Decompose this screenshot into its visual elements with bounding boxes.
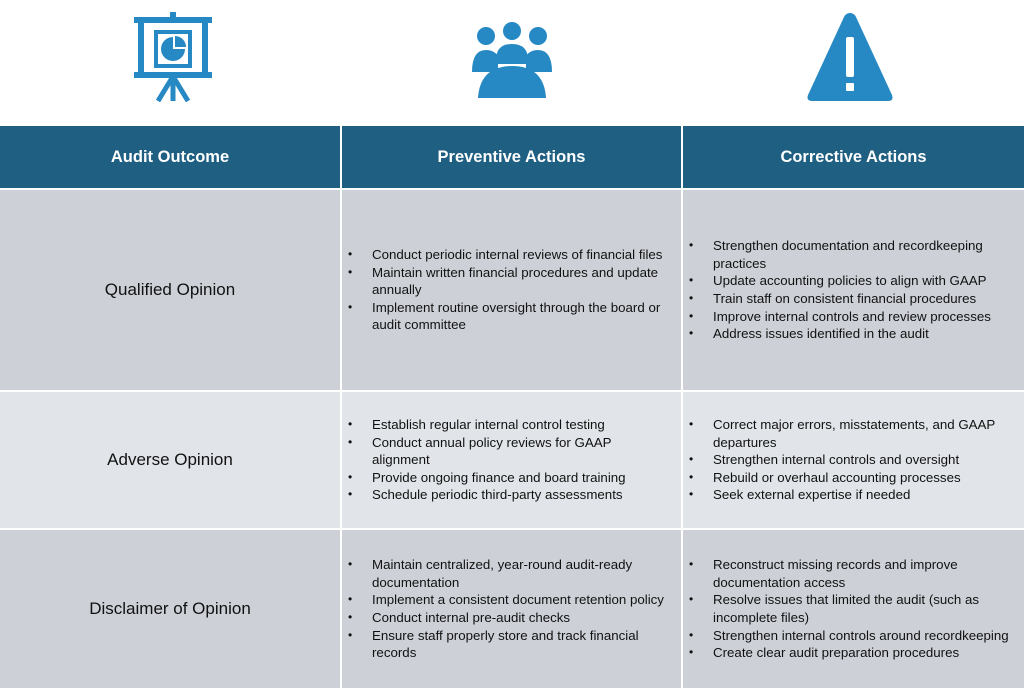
list-item: • Correct major errors, misstatements, and GAAP departures	[683, 416, 1012, 451]
presentation-chart-icon	[134, 12, 212, 102]
corrective-cell	[682, 529, 1024, 689]
list-item: • Seek external expertise if needed	[683, 486, 1012, 504]
preventive-cell	[341, 189, 682, 391]
table-row	[0, 189, 1024, 391]
list-item: • Conduct internal pre-audit checks	[342, 609, 669, 627]
icon-row	[0, 0, 1024, 126]
corrective-cell	[682, 189, 1024, 391]
list-item: • Rebuild or overhaul accounting processes	[683, 469, 1012, 487]
table-row	[0, 529, 1024, 689]
list-item: • Implement a consistent document retention policy	[342, 591, 669, 609]
outcome-cell: Qualified Opinion	[0, 189, 341, 391]
corrective-list	[683, 237, 1024, 343]
list-item: • Schedule periodic third-party assessments	[342, 486, 669, 504]
preventive-cell	[341, 391, 682, 529]
list-item: • Establish regular internal control testing	[342, 416, 669, 434]
preventive-list	[342, 556, 681, 662]
corrective-list	[683, 416, 1024, 504]
preventive-list	[342, 246, 681, 334]
list-item: • Strengthen internal controls around recordkeeping	[683, 627, 1012, 645]
outcome-cell: Adverse Opinion	[0, 391, 341, 529]
list-item: • Address issues identified in the audit	[683, 325, 1012, 343]
list-item: • Maintain centralized, year-round audit-ready documentation	[342, 556, 669, 591]
list-item: • Reconstruct missing records and improve documentation access	[683, 556, 1012, 591]
outcome-cell: Disclaimer of Opinion	[0, 529, 341, 689]
table-row	[0, 391, 1024, 529]
list-item: • Conduct periodic internal reviews of financial files	[342, 246, 669, 264]
list-item: • Provide ongoing finance and board training	[342, 469, 669, 487]
preventive-cell	[341, 529, 682, 689]
header-audit-outcome: Audit Outcome	[0, 126, 341, 189]
table-header-row	[0, 126, 1024, 189]
audit-actions-table	[0, 126, 1024, 690]
list-item: • Ensure staff properly store and track financial records	[342, 627, 669, 662]
header-corrective-actions: Corrective Actions	[682, 126, 1024, 189]
corrective-cell	[682, 391, 1024, 529]
list-item: • Update accounting policies to align with GAAP	[683, 272, 1012, 290]
list-item: • Implement routine oversight through the board or audit committee	[342, 299, 669, 334]
list-item: • Train staff on consistent financial procedures	[683, 290, 1012, 308]
preventive-list	[342, 416, 681, 504]
list-item: • Resolve issues that limited the audit (such as incomplete files)	[683, 591, 1012, 626]
header-preventive-actions: Preventive Actions	[341, 126, 682, 189]
list-item: • Strengthen documentation and recordkeeping practices	[683, 237, 1012, 272]
list-item: • Improve internal controls and review processes	[683, 308, 1012, 326]
list-item: • Maintain written financial procedures and update annually	[342, 264, 669, 299]
list-item: • Conduct annual policy reviews for GAAP alignment	[342, 434, 669, 469]
warning-icon	[806, 11, 894, 103]
list-item: • Strengthen internal controls and oversight	[683, 451, 1012, 469]
list-item: • Create clear audit preparation procedures	[683, 644, 1012, 662]
corrective-list	[683, 556, 1024, 662]
people-meeting-icon	[470, 22, 554, 102]
